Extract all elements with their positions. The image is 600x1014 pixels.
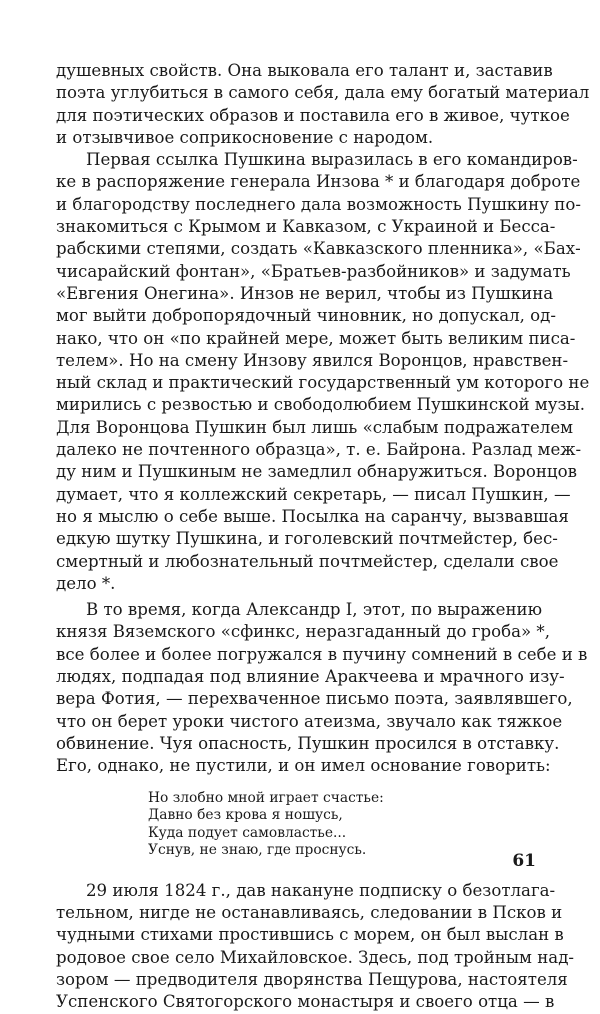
text-line: рабскими степями, создать «Кавказского пленника», «Бах- [56, 239, 581, 259]
text-line: ду ним и Пушкиным не замедлил обнаружиться. Воронцов [56, 462, 577, 482]
text-line: мирились с резвостью и свободолюбием Пушкинской музы. [56, 395, 586, 415]
text-line: людях, подпадая под влияние Аракчеева и мрачного изу- [56, 667, 565, 687]
text-line: зором — предводителя дворянства Пещурова, настоятеля [56, 970, 568, 990]
poem-quote [148, 790, 542, 860]
poem-line: Давно без крова я ношусь, [148, 807, 343, 824]
text-line: и благородству последнего дала возможность Пушкину по- [56, 194, 581, 214]
paragraph-4 [56, 880, 575, 1014]
page-text [56, 60, 590, 1014]
page-number: 61 [512, 851, 536, 871]
text-line: тельном, нигде не останавливаясь, следовании в Псков и [56, 903, 563, 923]
text-line: что он берет уроки чистого атеизма, звучало как тяжкое [56, 711, 563, 731]
text-line: все более и более погружался в пучину сомнений в себе и в [56, 644, 588, 664]
text-line: 29 июля 1824 г., дав накануне подписку о безотлага- [86, 880, 556, 900]
poem-line: Но злобно мной играет счастье: [148, 789, 384, 806]
text-line: родовое свое село Михайловское. Здесь, под тройным над- [56, 947, 575, 967]
text-line: дело *. [56, 573, 116, 593]
text-line: обвинение. Чуя опасность, Пушкин просился в отставку. [56, 733, 560, 753]
poem-line: Уснув, не знаю, где проснусь. [148, 842, 367, 859]
text-line: мог выйти добропорядочный чиновник, но допускал, од- [56, 306, 557, 326]
text-line: чисарайский фонтан», «Братьев-разбойников» и задумать [56, 261, 571, 281]
text-line: душевных свойств. Она выковала его талант и, заставив [56, 61, 553, 80]
text-line: для поэтических образов и поставила его в живое, чуткое [56, 105, 570, 125]
paragraph-3 [56, 599, 588, 777]
text-line: далеко не почтенного образца», т. е. Байрона. Разлад меж- [56, 440, 582, 460]
text-line: думает, что я коллежский секретарь, — писал Пушкин, — [56, 484, 571, 504]
text-line: вера Фотия, — перехваченное письмо поэта, заявлявшего, [56, 689, 573, 709]
text-line: ный склад и практический государственный ум которого не [56, 373, 590, 393]
poem-line: Куда подует самовластье... [148, 824, 347, 841]
text-line: Успенского Святогорского монастыря и своего отца — в [56, 992, 555, 1012]
text-line: поэта углубиться в самого себя, дала ему богатый материал [56, 83, 590, 103]
text-line: Для Воронцова Пушкин был лишь «слабым подражателем [56, 417, 574, 437]
text-line: телем». Но на смену Инзову явился Воронцов, нравствен- [56, 350, 569, 370]
text-line: ке в распоряжение генерала Инзова * и благодаря доброте [56, 172, 581, 192]
text-line: и отзывчивое соприкосновение с народом. [56, 127, 434, 147]
paragraph-1 [56, 60, 590, 149]
text-line: нако, что он «по крайней мере, может быть великим писа- [56, 328, 576, 348]
text-line: едкую шутку Пушкина, и гоголевский почтмейстер, бес- [56, 529, 558, 549]
paragraph-2 [56, 149, 590, 595]
text-line: смертный и любознательный почтмейстер, сделали свое [56, 551, 559, 571]
text-line: знакомиться с Крымом и Кавказом, с Украиной и Бесса- [56, 217, 556, 237]
text-line: но я мыслю о себе выше. Посылка на саранчу, вызвавшая [56, 506, 569, 526]
text-line: Первая ссылка Пушкина выразилась в его командиров- [86, 150, 578, 170]
text-line: чудными стихами простившись с морем, он был выслан в [56, 925, 564, 945]
text-line: князя Вяземского «сфинкс, неразгаданный до гроба» *, [56, 622, 550, 642]
text-line: Его, однако, не пустили, и он имел основание говорить: [56, 756, 551, 776]
text-line: «Евгения Онегина». Инзов не верил, чтобы из Пушкина [56, 283, 554, 303]
text-line: В то время, когда Александр I, этот, по выражению [86, 600, 543, 620]
